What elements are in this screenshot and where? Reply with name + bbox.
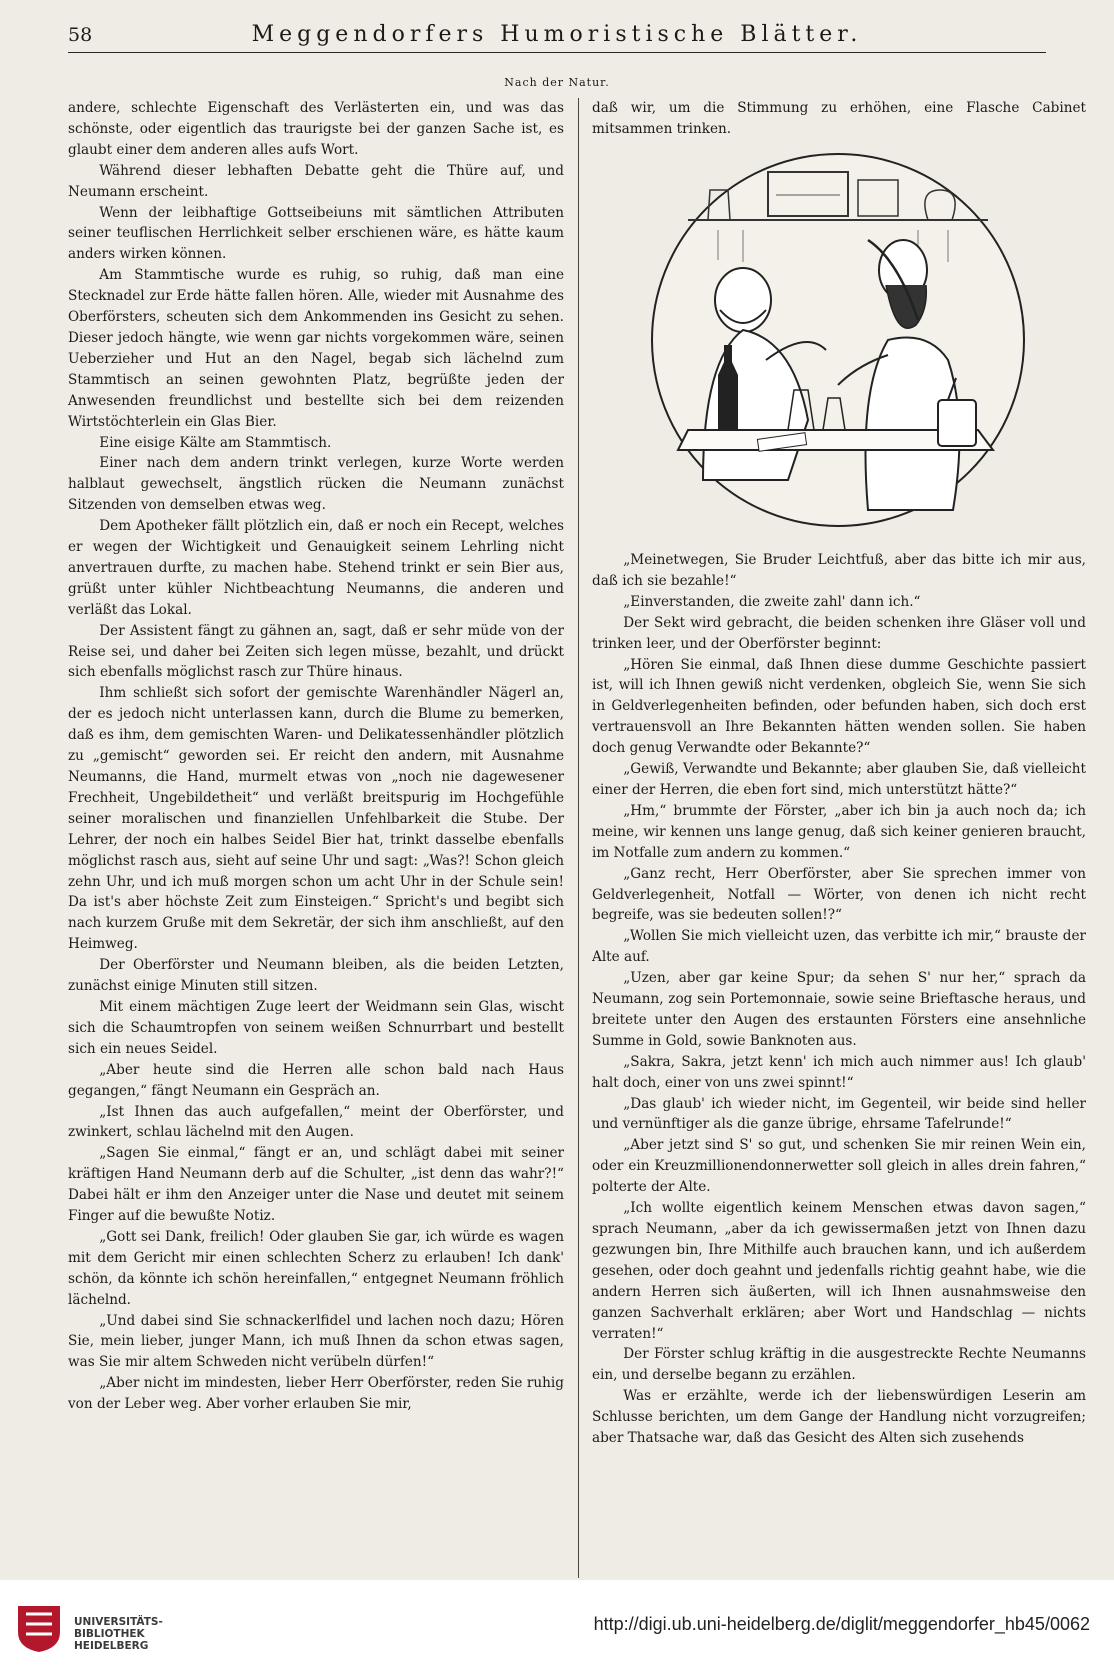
paragraph: Wenn der leibhaftige Gottseibeiuns mit sämtlichen Attributen seiner teuflischen Herrlichkeit selber erschienen wäre, es hätte kaum anders wirken können. (68, 204, 564, 263)
circular-illustration (648, 150, 1028, 530)
paragraph: „Uzen, aber gar keine Spur; da sehen S' nur her,“ sprach da Neumann, zog sein Portemonnaie, sowie seine Brieftasche heraus, und breitete unter den Augen des erstaunten Försters eine ansehnliche Summe in Gold, sowie Banknoten aus. (592, 970, 1086, 1049)
library-logo[interactable] (14, 1594, 224, 1664)
paragraph: Dem Apotheker fällt plötzlich ein, daß er noch ein Recept, welches er wegen der Wichtigkeit und Genauigkeit seinem Lehrling nicht anvertrauen durfte, zu machen habe. Stehend trinkt er sein Bier aus, grüßt unter kühler Nichtbeachtung Neumanns, die anderen und verläßt das Lokal. (68, 518, 564, 618)
paragraph: andere, schlechte Eigenschaft des Verlästerten ein, und was das schönste, oder eigentlich das traurigste bei der ganzen Sache ist, es glaubt einer dem anderen alles aufs Wort. (68, 100, 564, 158)
page-header (68, 22, 1046, 50)
paragraph: „Meinetwegen, Sie Bruder Leichtfuß, aber das bitte ich mir aus, daß ich sie bezahle!“ (592, 552, 1086, 589)
library-line: HEIDELBERG (74, 1640, 149, 1652)
paragraph: „Gott sei Dank, freilich! Oder glauben Sie gar, ich würde es wagen mit dem Gericht mir einen schlechten Scherz zu erlauben! Ich dank' schön, da könnte ich schön hereinfallen,“ entgegnet Neumann fröhlich lächelnd. (68, 1228, 564, 1308)
paragraph: Der Sekt wird gebracht, die beiden schenken ihre Gläser voll und trinken leer, und der Oberförster beginnt: (592, 614, 1086, 652)
paragraph: „Wollen Sie mich vielleicht uzen, das verbitte ich mir,“ brauste der Alte auf. (592, 928, 1086, 966)
left-column (68, 98, 564, 1415)
paragraph: „Sagen Sie einmal,“ fängt er an, und schlägt dabei mit seiner kräftigen Hand Neumann derb auf die Schulter, „ist denn das wahr?!“ Dabei hält er ihm den Anzeiger unter die Nase und deutet mit seinem Finger auf die bewußte Notiz. (68, 1145, 564, 1225)
paragraph: daß wir, um die Stimmung zu erhöhen, eine Flasche Cabinet mitsammen trinken. (592, 100, 1086, 137)
illustration-caption: Nach der Natur. (504, 76, 610, 89)
source-url-link[interactable]: http://digi.ub.uni-heidelberg.de/diglit/meggendorfer_hb45/0062 (593, 1614, 1090, 1634)
library-name (74, 1616, 163, 1652)
paragraph: „Ich wollte eigentlich keinem Menschen etwas davon sagen,“ sprach Neumann, „aber da ich gewissermaßen jetzt von Ihnen dazu gezwungen bin, Ihre Mithilfe auch brauchen kann, und ich außerdem gesehen, oder doch geahnt und jedenfalls richtig geahnt habe, wie die andern Herren sich äußerten, will ich Ihnen ausnahmsweise den ganzen Sachverhalt erklären; aber Wort und Handschlag — nichts verraten!“ (592, 1200, 1086, 1342)
header-rule (68, 52, 1046, 53)
paragraph: Der Oberförster und Neumann bleiben, als die beiden Letzten, zunächst einige Minuten still sitzen. (68, 957, 564, 995)
digitization-footer (0, 1580, 1114, 1677)
paragraph: Der Assistent fängt zu gähnen an, sagt, daß er sehr müde von der Reise sei, und daher bei Zeiten sich legen müsse, bezahlt, und drückt sich ebenfalls möglichst rasch zur Thüre hinaus. (68, 622, 564, 681)
paragraph: Einer nach dem andern trinkt verlegen, kurze Worte werden halblaut gewechselt, ängstlich rücken die Neumann zunächst Sitzenden von demselben etwas weg. (68, 455, 564, 514)
paragraph: Was er erzählte, werde ich der liebenswürdigen Leserin am Schlusse berichten, um dem Gange der Handlung nicht vorzugreifen; aber Thatsache war, daß das Gesicht des Alten sich zusehends (592, 1388, 1086, 1447)
column-divider (578, 98, 579, 1578)
right-column (592, 550, 1086, 1449)
paragraph: Eine eisige Kälte am Stammtisch. (99, 434, 332, 451)
paragraph: „Aber jetzt sind S' so gut, und schenken Sie mir reinen Wein ein, oder ein Kreuzmillionendonnerwetter soll gleich in alles drein fahren,“ polterte der Alte. (592, 1137, 1086, 1196)
paragraph: „Hm,“ brummte der Förster, „aber ich bin ja auch noch da; ich meine, wir kennen uns lange genug, daß sich keiner genieren braucht, im Notfalle zum andern zu kommen.“ (592, 802, 1086, 861)
paragraph: „Und dabei sind Sie schnackerlfidel und lachen noch dazu; Hören Sie, mein lieber, junger Mann, ich muß Ihnen da schon etwas sagen, was Sie mir altem Schweden nicht verübeln dürfen!“ (68, 1312, 564, 1371)
paragraph: „Sakra, Sakra, jetzt kenn' ich mich auch nimmer aus! Ich glaub' halt doch, einer von uns zwei spinnt!“ (592, 1053, 1086, 1091)
paragraph: „Aber nicht im mindesten, lieber Herr Oberförster, reden Sie ruhig von der Leber weg. Aber vorher erlauben Sie mir, (68, 1375, 564, 1413)
paragraph: „Einverstanden, die zweite zahl' dann ich.“ (623, 593, 921, 610)
paragraph: Der Förster schlug kräftig in die ausgestreckte Rechte Neumanns ein, und derselbe begann zu erzählen. (592, 1346, 1086, 1384)
right-column-top (592, 98, 1086, 140)
paragraph: Mit einem mächtigen Zuge leert der Weidmann sein Glas, wischt sich die Schaumtropfen von seinem weißen Schnurrbart und bestellt sich ein neues Seidel. (68, 998, 564, 1057)
page-number: 58 (68, 24, 93, 46)
university-seal-icon (14, 1602, 64, 1654)
paragraph: „Hören Sie einmal, daß Ihnen diese dumme Geschichte passiert ist, will ich Ihnen gewiß nicht verdenken, obgleich Sie, wenn Sie sich in Geldverlegenheiten befinden, oder befunden haben, sich doch erst vertrauensvoll an Ihre Bekannten hätten wenden sollen. Sie haben doch genug Verwandte oder Bekannte?“ (592, 656, 1086, 757)
paragraph: „Gewiß, Verwandte und Bekannte; aber glauben Sie, daß vielleicht einer der Herren, die eben fort sind, mich unterstützt hätte?“ (592, 761, 1086, 798)
library-line: BIBLIOTHEK (74, 1628, 145, 1640)
paragraph: „Das glaub' ich wieder nicht, im Gegenteil, wir beide sind heller und vernünftiger als die ganze übrige, ehrsame Tafelrunde!“ (592, 1095, 1086, 1133)
paragraph: Am Stammtische wurde es ruhig, so ruhig, daß man eine Stecknadel zur Erde hätte fallen hören. Alle, wieder mit Ausnahme des Oberförsters, scheuten sich dem Ankommenden ins Gesicht zu sehen. Dieser jedoch hängte, wie wenn gar nichts vorgekommen wäre, seinen Ueberzieher und Hut an den Nagel, begab sich lächelnd zum Stammtisch an seinen gewohnten Platz, begrüßte jeden der Anwesenden freundlichst und bestellte sich bei dem reizenden Wirtstöchterlein ein Glas Bier. (68, 267, 564, 430)
paragraph: „Ist Ihnen das auch aufgefallen,“ meint der Oberförster, und zwinkert, schlau lächelnd mit den Augen. (68, 1103, 564, 1141)
publication-title: Meggendorfers Humoristische Blätter. (251, 22, 863, 47)
paragraph: Ihm schließt sich sofort der gemischte Warenhändler Nägerl an, der es jedoch nicht unterlassen kann, durch die Blume zu bemerken, daß es ihm, dem gemischten Waren- und Delikatessenhändler plötzlich zu „gemischt“ geworden sei. Er reicht den andern, mit Ausnahme Neumanns, die Hand, murmelt etwas von „noch nie dagewesener Frechheit, Ungebildetheit“ und verläßt breitspurig im Hochgefühle seiner moralischen und finanziellen Unfehlbarkeit die Stube. Der Lehrer, der noch ein halbes Seidel Bier hat, trinkt dasselbe ebenfalls möglichst rasch aus, sieht auf seine Uhr und sagt: „Was?! Schon gleich zehn Uhr, und ich muß morgen schon um acht Uhr in der Schule sein! Da ist's aber höchste Zeit zum Einsteigen.“ Spricht's und begibt sich nach kurzem Gruße mit dem Sekretär, der sich ihm anschließt, auf den Heimweg. (68, 685, 564, 953)
paragraph: „Aber heute sind die Herren alle schon bald nach Haus gegangen,“ fängt Neumann ein Gespräch an. (68, 1061, 564, 1099)
paragraph: „Ganz recht, Herr Oberförster, aber Sie sprechen immer von Geldverlegenheit, Notfall — Wörter, von denen ich nicht recht begreife, was sie bedeuten sollen!?“ (592, 865, 1086, 924)
library-line: UNIVERSITÄTS- (74, 1616, 163, 1628)
paragraph: Während dieser lebhaften Debatte geht die Thüre auf, und Neumann erscheint. (68, 162, 564, 200)
